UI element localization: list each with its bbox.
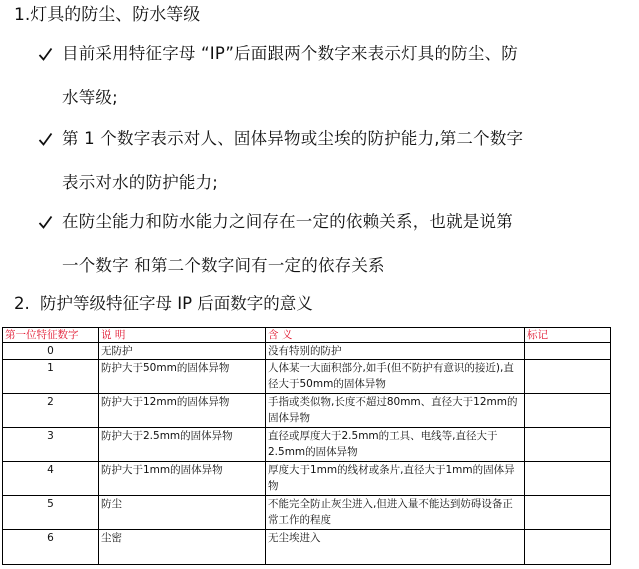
description-cell: 尘密: [99, 530, 266, 565]
meaning-cell: 没有特别的防护: [266, 343, 525, 360]
table-row: [3, 462, 611, 496]
header-digit: 第一位特征数字: [3, 328, 99, 343]
section-2-title: [14, 292, 313, 316]
mark-cell: [525, 343, 611, 360]
digit-cell: 5: [3, 496, 99, 530]
header-mark: 标记: [525, 328, 611, 343]
checkmark-icon: [38, 47, 53, 62]
table-row: [3, 360, 611, 394]
digit-cell: 3: [3, 428, 99, 462]
mark-cell: [525, 360, 611, 394]
meaning-cell: 人体某一大面积部分,如手(但不防护有意识的接近),直径大于50mm的固体异物: [266, 360, 525, 394]
checkmark-icon: [38, 132, 53, 147]
description-cell: 防护大于50mm的固体异物: [99, 360, 266, 394]
section-2-number: 2.: [14, 294, 30, 313]
section-2-heading: 防护等级特征字母 IP 后面数字的意义: [40, 294, 313, 313]
table-row: [3, 530, 611, 565]
mark-cell: [525, 462, 611, 496]
header-description: 说 明: [99, 328, 266, 343]
bullet-line: 目前采用特征字母 “IP”后面跟两个数字来表示灯具的防尘、防: [62, 44, 518, 63]
description-cell: 防尘: [99, 496, 266, 530]
meaning-cell: 无尘埃进入: [266, 530, 525, 565]
table-row: [3, 496, 611, 530]
bullet-line: 第 1 个数字表示对人、固体异物或尘埃的防护能力,第二个数字: [62, 129, 524, 148]
section-1-title: 1.灯具的防尘、防水等级: [14, 5, 201, 25]
bullet-line: 表示对水的防护能力;: [62, 173, 219, 192]
description-cell: 防护大于12mm的固体异物: [99, 394, 266, 428]
table-row: [3, 428, 611, 462]
digit-cell: 1: [3, 360, 99, 394]
digit-cell: 0: [3, 343, 99, 360]
mark-cell: [525, 496, 611, 530]
table-row: [3, 343, 611, 360]
digit-cell: 6: [3, 530, 99, 565]
table-header-row: [3, 328, 611, 343]
meaning-cell: 手指或类似物,长度不超过80mm、直径大于12mm的固体异物: [266, 394, 525, 428]
ip-first-digit-table: [2, 327, 611, 565]
bullet-line: 一个数字 和第二个数字间有一定的依存关系: [62, 256, 385, 275]
digit-cell: 2: [3, 394, 99, 428]
description-cell: 防护大于1mm的固体异物: [99, 462, 266, 496]
meaning-cell: 厚度大于1mm的线材或条片,直径大于1mm的固体异物: [266, 462, 525, 496]
table-row: [3, 394, 611, 428]
description-cell: 无防护: [99, 343, 266, 360]
meaning-cell: 直径或厚度大于2.5mm的工具、电线等,直径大于2.5mm的固体异物: [266, 428, 525, 462]
checkmark-icon: [38, 215, 53, 230]
mark-cell: [525, 394, 611, 428]
digit-cell: 4: [3, 462, 99, 496]
bullet-line: 水等级;: [62, 88, 118, 107]
header-meaning: 含 义: [266, 328, 525, 343]
bullet-line: 在防尘能力和防水能力之间存在一定的依赖关系，也就是说第: [62, 212, 513, 231]
meaning-cell: 不能完全防止灰尘进入,但进入量不能达到妨碍设备正常工作的程度: [266, 496, 525, 530]
mark-cell: [525, 530, 611, 565]
description-cell: 防护大于2.5mm的固体异物: [99, 428, 266, 462]
mark-cell: [525, 428, 611, 462]
